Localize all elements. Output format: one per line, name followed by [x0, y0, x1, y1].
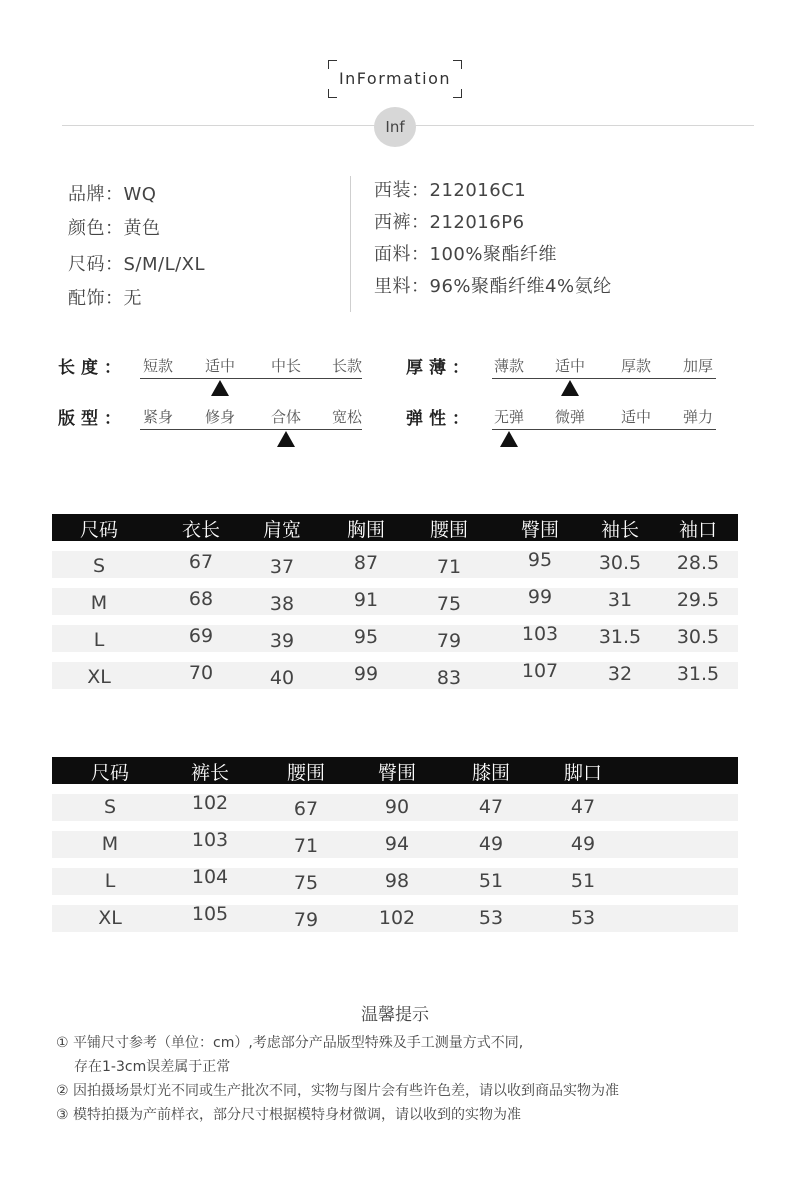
table-cell: 69 — [188, 625, 214, 647]
table-cell: S — [92, 555, 106, 577]
scale-option: 长款 — [331, 357, 362, 375]
table-cell: XL — [87, 666, 111, 688]
table-cell: 38 — [269, 593, 295, 615]
scale-label: 长度： — [58, 358, 127, 378]
table-cell: 70 — [188, 662, 214, 684]
table-cell: 39 — [269, 630, 295, 652]
table-cell: 31.5 — [598, 626, 642, 648]
table-cell: 95 — [353, 626, 379, 648]
scale-option: 宽松 — [331, 408, 362, 426]
scale-option: 合体 — [270, 408, 301, 426]
scale-option: 紧身 — [142, 408, 173, 426]
table-cell: 47 — [570, 796, 596, 818]
table-cell: 90 — [384, 796, 410, 818]
scale-option: 弹力 — [682, 408, 713, 426]
table-cell: 31 — [607, 589, 633, 611]
table-cell: 95 — [527, 549, 553, 571]
table-cell: 30.5 — [676, 626, 720, 648]
column-header: 腰围 — [429, 519, 468, 541]
table-cell: 102 — [378, 907, 416, 929]
column-header: 臀围 — [377, 762, 416, 784]
scale-option: 微弹 — [554, 408, 585, 426]
info-fabric: 面料：100%聚酯纤维 — [374, 244, 557, 265]
scale-option: 加厚 — [682, 357, 713, 375]
selected-marker-icon — [500, 431, 518, 447]
table-cell: 79 — [436, 630, 462, 652]
scale-line — [492, 378, 716, 379]
info-lining: 里料：96%聚酯纤维4%氨纶 — [374, 276, 612, 297]
table-cell: 102 — [191, 792, 229, 814]
scale-line — [492, 429, 716, 430]
info-brand: 品牌：WQ — [68, 184, 157, 205]
selected-marker-icon — [561, 380, 579, 396]
table-cell: 71 — [293, 835, 319, 857]
table-cell: 67 — [293, 798, 319, 820]
tip-line: ② 因拍摄场景灯光不同或生产批次不同，实物与图片会有些许色差，请以收到商品实物为准 — [56, 1083, 619, 1099]
table-cell: 49 — [570, 833, 596, 855]
table-cell: 32 — [607, 663, 633, 685]
scale-option: 薄款 — [493, 357, 524, 375]
table-cell: 68 — [188, 588, 214, 610]
table-cell: 40 — [269, 667, 295, 689]
scale-label: 版型： — [58, 409, 127, 429]
table-cell: 99 — [527, 586, 553, 608]
scale-line — [140, 378, 362, 379]
corner-bracket — [328, 60, 337, 69]
column-header: 尺码 — [90, 762, 129, 784]
info-badge: Inf — [374, 107, 416, 147]
scale-label: 弹性： — [406, 409, 475, 429]
table-cell: M — [90, 592, 108, 614]
table-cell: 51 — [570, 870, 596, 892]
info-divider — [350, 176, 351, 312]
table-cell: L — [93, 629, 105, 651]
table-cell: 28.5 — [676, 552, 720, 574]
table-cell: XL — [98, 907, 122, 929]
table-cell: 104 — [191, 866, 229, 888]
table-cell: 49 — [478, 833, 504, 855]
table-cell: 53 — [478, 907, 504, 929]
scale-option: 适中 — [554, 357, 585, 375]
table-cell: M — [101, 833, 119, 855]
info-size: 尺码：S/M/L/XL — [68, 254, 206, 275]
table-cell: 67 — [188, 551, 214, 573]
table-cell: 79 — [293, 909, 319, 931]
scale-option: 适中 — [620, 408, 651, 426]
table-cell: 107 — [521, 660, 559, 682]
corner-bracket — [453, 89, 462, 98]
table-cell: 98 — [384, 870, 410, 892]
selected-marker-icon — [211, 380, 229, 396]
scale-option: 无弹 — [493, 408, 524, 426]
table-cell: 29.5 — [676, 589, 720, 611]
table-cell: 103 — [521, 623, 559, 645]
table-cell: 75 — [436, 593, 462, 615]
table-cell: S — [103, 796, 117, 818]
tip-line: ③ 模特拍摄为产前样衣，部分尺寸根据模特身材微调，请以收到的实物为准 — [56, 1107, 521, 1123]
table-cell: 105 — [191, 903, 229, 925]
info-accessory: 配饰：无 — [68, 288, 142, 309]
scale-option: 修身 — [204, 408, 235, 426]
corner-bracket — [453, 60, 462, 69]
column-header: 胸围 — [346, 519, 385, 541]
tip-line: 存在1-3cm误差属于正常 — [74, 1059, 231, 1075]
table-cell: 99 — [353, 663, 379, 685]
info-color: 颜色：黄色 — [68, 218, 161, 239]
column-header: 裤长 — [190, 762, 229, 784]
info-pants-code: 西裤：212016P6 — [374, 212, 525, 233]
table-cell: 47 — [478, 796, 504, 818]
table-cell: 91 — [353, 589, 379, 611]
tips-title: 温馨提示 — [361, 1005, 429, 1025]
table-cell: 87 — [353, 552, 379, 574]
table-cell: 75 — [293, 872, 319, 894]
table-cell: 71 — [436, 556, 462, 578]
scale-option: 中长 — [270, 357, 301, 375]
table-cell: 37 — [269, 556, 295, 578]
table-cell: L — [104, 870, 116, 892]
corner-bracket — [328, 89, 337, 98]
scale-line — [140, 429, 362, 430]
column-header: 袖长 — [600, 519, 639, 541]
scale-option: 短款 — [142, 357, 173, 375]
scale-option: 厚款 — [620, 357, 651, 375]
scale-label: 厚薄： — [406, 358, 475, 378]
column-header: 膝围 — [471, 762, 510, 784]
info-suit-code: 西装：212016C1 — [374, 180, 527, 201]
page-title: InFormation — [338, 69, 452, 88]
column-header: 脚口 — [563, 762, 602, 784]
table-cell: 53 — [570, 907, 596, 929]
column-header: 腰围 — [286, 762, 325, 784]
table-cell: 31.5 — [676, 663, 720, 685]
column-header: 衣长 — [181, 519, 220, 541]
table-cell: 51 — [478, 870, 504, 892]
column-header: 肩宽 — [262, 519, 301, 541]
scale-option: 适中 — [204, 357, 235, 375]
column-header: 袖口 — [678, 519, 717, 541]
column-header: 尺码 — [79, 519, 118, 541]
table-cell: 103 — [191, 829, 229, 851]
table-cell: 94 — [384, 833, 410, 855]
table-cell: 30.5 — [598, 552, 642, 574]
header-title-frame — [328, 60, 462, 98]
table-cell: 83 — [436, 667, 462, 689]
column-header: 臀围 — [520, 519, 559, 541]
selected-marker-icon — [277, 431, 295, 447]
tip-line: ① 平铺尺寸参考（单位：cm）,考虑部分产品版型特殊及手工测量方式不同, — [56, 1035, 524, 1051]
